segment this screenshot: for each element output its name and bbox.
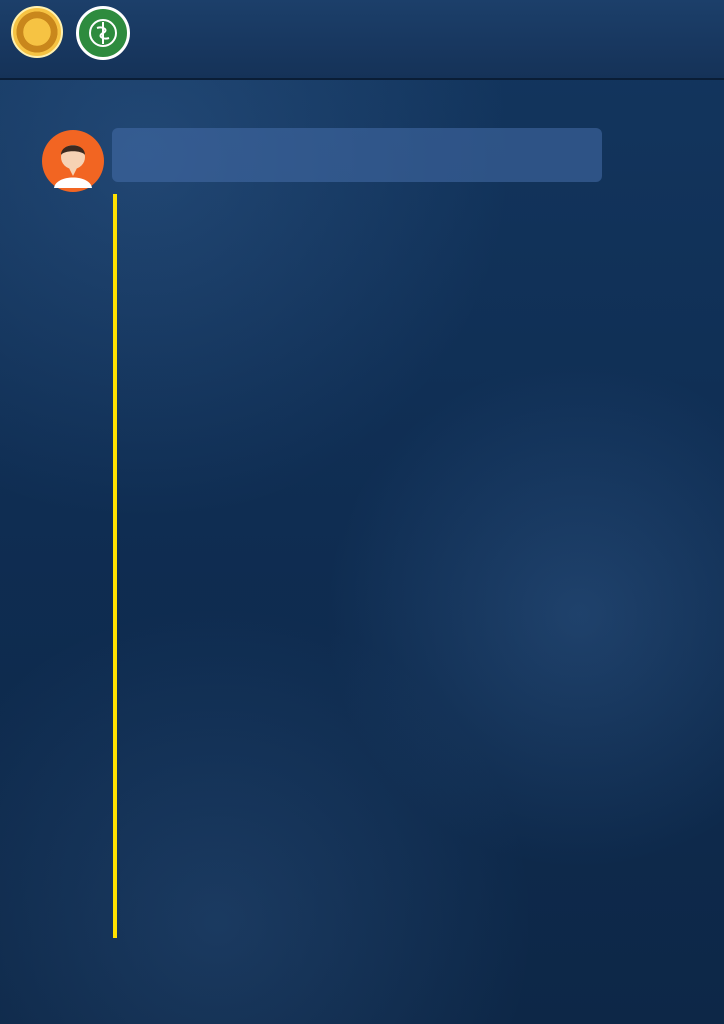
- header-bar: [0, 0, 724, 80]
- sakon-nakhon-seal-icon: [11, 6, 63, 58]
- patient-avatar-icon: [42, 130, 104, 192]
- timeline-axis: [113, 194, 117, 938]
- ministry-public-health-logo-icon: [76, 6, 130, 60]
- patient-profile: [112, 128, 602, 182]
